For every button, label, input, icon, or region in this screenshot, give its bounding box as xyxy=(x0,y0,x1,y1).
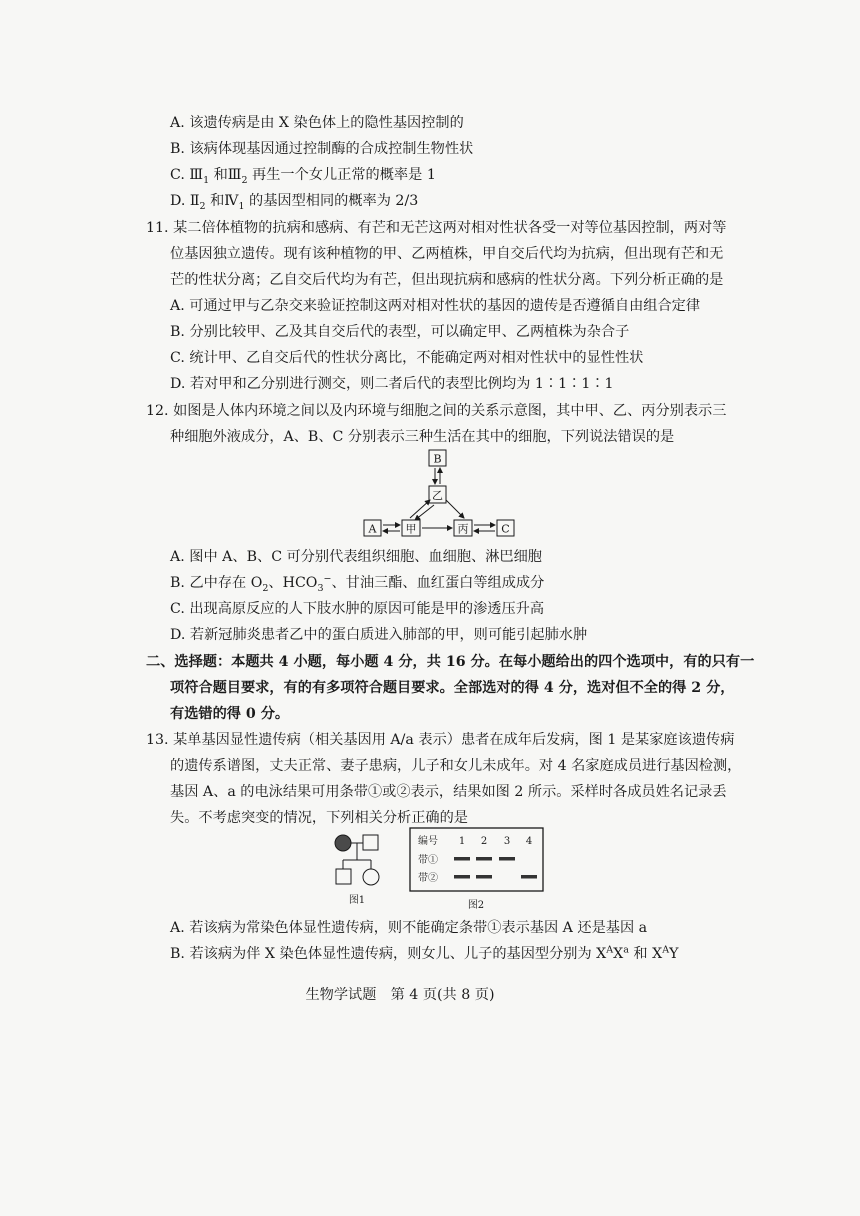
pedigree-mother-affected xyxy=(335,835,351,851)
pedigree-father xyxy=(363,835,378,850)
diagram-box-a xyxy=(364,520,381,536)
fig2-label: 图2 xyxy=(467,900,485,911)
diagram-label-yi: 乙 xyxy=(432,489,443,502)
band-2-lane-4 xyxy=(521,875,537,879)
diagram-box-b xyxy=(429,450,446,466)
q13-stem-line1: 13. 某单基因显性遗传病（相关基因用 A/a 表示）患者在成年后发病，图 1 是某家庭该遗传病 xyxy=(146,732,735,748)
diagram-box-bing xyxy=(454,520,472,536)
q13-option-a: A. 若该病为常染色体显性遗传病，则不能确定条带①表示基因 A 还是基因 a xyxy=(170,920,648,936)
q11-option-b: B. 分别比较甲、乙及其自交后代的表型，可以确定甲、乙两植株为杂合子 xyxy=(170,324,630,340)
diagram-box-yi xyxy=(429,486,446,503)
band-2-lane-1 xyxy=(454,875,470,879)
q10-option-a: A. 该遗传病是由 X 染色体上的隐性基因控制的 xyxy=(170,115,464,131)
q10-option-c: C. $Ⅲ_1$ 和$Ⅲ_2$ 再生一个女儿正常的概率是 1 xyxy=(170,167,436,186)
fig2-col-1: 1 xyxy=(458,836,466,847)
diagram-label-a: A xyxy=(368,522,377,536)
q12-option-c: C. 出现高原反应的人下肢水肿的原因可能是甲的渗透压升高 xyxy=(170,601,545,617)
q10-option-d: D. $Ⅱ_2$ 和$Ⅳ_1$ 的基因型相同的概率为 2/3 xyxy=(170,193,419,212)
section2-instructions-line3: 有选错的得 0 分。 xyxy=(170,706,290,722)
band-1-lane-3 xyxy=(499,857,515,861)
q12-stem-line2: 种细胞外液成分，A、B、C 分别表示三种生活在其中的细胞，下列说法错误的是 xyxy=(170,429,675,445)
band-1-lane-2 xyxy=(476,857,492,861)
section2-instructions-line2: 项符合题目要求，有的有多项符合题目要求。全部选对的得 4 分，选对但不全的得 2 分， xyxy=(170,680,735,696)
q12-stem-line1: 12. 如图是人体内环境之间以及内环境与细胞之间的关系示意图，其中甲、乙、丙分别表示三 xyxy=(146,403,727,419)
q13-stem-line4: 失。不考虑突变的情况，下列相关分析正确的是 xyxy=(170,810,468,826)
q12-body-fluid-diagram xyxy=(360,448,520,543)
fig2-col-3: 3 xyxy=(503,836,511,847)
fig2-band1-label: 带① xyxy=(418,855,438,866)
q11-stem-line1: 11. 某二倍体植物的抗病和感病、有芒和无芒这两对相对性状各受一对等位基因控制，两对等 xyxy=(146,220,727,236)
band-2-lane-2 xyxy=(476,875,492,879)
q11-option-d: D. 若对甲和乙分别进行测交，则二者后代的表型比例均为 1∶1∶1∶1 xyxy=(170,376,614,392)
diagram-box-c xyxy=(497,520,514,536)
q13-option-b: B. 若该病为伴 X 染色体显性遗传病，则女儿、儿子的基因型分别为 $X^AX^a$ 和 $X^AY$ xyxy=(170,944,679,962)
diagram-label-jia: 甲 xyxy=(405,522,417,536)
q10-option-b: B. 该病体现基因通过控制酶的合成控制生物性状 xyxy=(170,141,474,157)
fig2-band2-label: 带② xyxy=(418,873,438,884)
pedigree-daughter xyxy=(363,869,379,885)
q12-option-a: A. 图中 A、B、C 可分别代表组织细胞、血细胞、淋巴细胞 xyxy=(170,549,542,565)
q12-option-d: D. 若新冠肺炎患者乙中的蛋白质进入肺部的甲，则可能引起肺水肿 xyxy=(170,627,588,643)
diagram-label-c: C xyxy=(501,522,510,536)
section2-instructions-line1: 二、选择题：本题共 4 小题，每小题 4 分，共 16 分。在每小题给出的四个选项中，有的只有一 xyxy=(146,654,755,670)
fig1-label: 图1 xyxy=(348,895,366,906)
diagram-box-jia xyxy=(402,520,420,536)
q12-option-b: B. 乙中存在 $O_2$、$HCO_3^-$、甘油三酯、血红蛋白等组成成分 xyxy=(170,573,545,594)
pedigree-son xyxy=(336,869,351,884)
fig2-header: 编号 xyxy=(418,836,438,847)
band-1-lane-1 xyxy=(454,857,470,861)
q11-option-a: A. 可通过甲与乙杂交来验证控制这两对相对性状的基因的遗传是否遵循自由组合定律 xyxy=(170,298,701,314)
q13-stem-line3: 基因 A、a 的电泳结果可用条带①或②表示，结果如图 2 所示。采样时各成员姓名记录丢 xyxy=(170,784,727,800)
diagram-label-bing: 丙 xyxy=(457,522,469,536)
q11-stem-line2: 位基因独立遗传。现有该种植物的甲、乙两植株，甲自交后代均为抗病，但出现有芒和无 xyxy=(170,246,724,262)
q13-stem-line2: 的遗传系谱图，丈夫正常、妻子患病，儿子和女儿未成年。对 4 名家庭成员进行基因检测， xyxy=(170,758,742,774)
q11-stem-line3: 芒的性状分离；乙自交后代均为有芒，但出现抗病和感病的性状分离。下列分析正确的是 xyxy=(170,272,724,288)
fig2-col-2: 2 xyxy=(480,836,488,847)
q13-electrophoresis-figure xyxy=(410,828,545,910)
q11-option-c: C. 统计甲、乙自交后代的性状分离比，不能确定两对相对性状中的显性性状 xyxy=(170,350,644,366)
q13-pedigree-figure xyxy=(325,832,395,912)
page-footer: 生物学试题 第 4 页(共 8 页) xyxy=(305,987,495,1003)
diagram-label-b: B xyxy=(433,452,442,466)
fig2-col-4: 4 xyxy=(525,836,533,847)
